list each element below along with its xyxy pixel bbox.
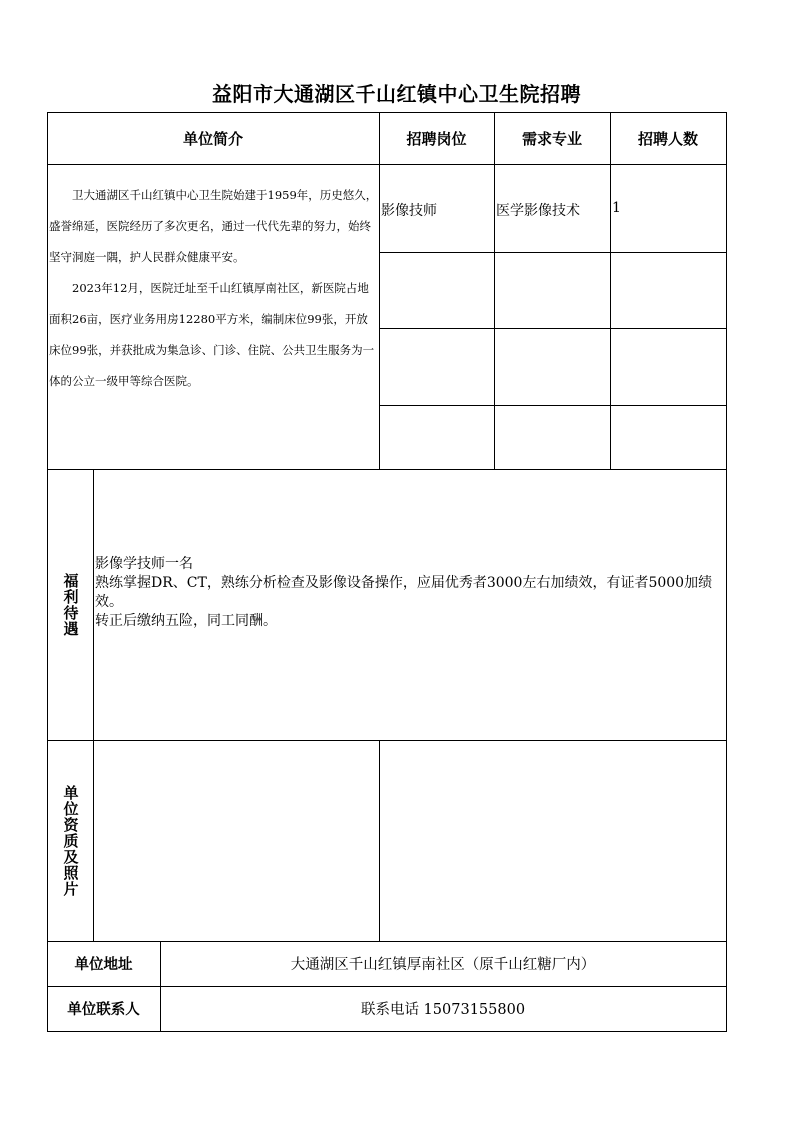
header-intro: 单位简介: [182, 129, 243, 148]
qualification-photo-area: [94, 741, 379, 940]
page-title: 益阳市大通湖区千山红镇中心卫生院招聘: [212, 82, 581, 106]
intro-paragraph: 卫大通湖区千山红镇中心卫生院始建于1959年，历史悠久，盛誉绵延，医院经历了多次更名，通过一代代先辈的努力，始终坚守洞庭一隅，护人民群众健康平安。: [49, 188, 378, 264]
header-count: 招聘人数: [637, 129, 698, 148]
address-label: 单位地址: [74, 957, 133, 973]
header-major: 需求专业: [521, 129, 582, 148]
benefits-line: 影像学技师一名: [95, 556, 193, 572]
benefits-label-cell: [47, 469, 93, 740]
intro-paragraph: 2023年12月，医院迁址至千山红镇厚南社区，新医院占地面积26亩，医疗业务用房12280平方米，编制床位99张，开放床位99张，并获批成为集急诊、门诊、住院、公共卫生服务为一体的公立一级甲等综合医院。: [49, 281, 375, 388]
contact-value: 联系电话 15073155800: [360, 1002, 526, 1018]
qualification-photo-area: [380, 741, 726, 940]
unit-intro: [49, 180, 378, 397]
job-position: 影像技师: [381, 203, 437, 219]
benefits-line: 转正后缴纳五险，同工同酬。: [95, 613, 277, 629]
benefits-line: 熟练掌握DR、CT，熟练分析检查及影像设备操作，应届优秀者3000左右加绩效，有证者5000加绩效。: [95, 575, 713, 610]
qualification-label: 单位资质及照片: [61, 784, 80, 897]
benefits-content: [95, 555, 723, 631]
address-value: 大通湖区千山红镇厚南社区（原千山红糖厂内）: [290, 957, 596, 973]
contact-label: 单位联系人: [67, 1002, 140, 1018]
header-position: 招聘岗位: [406, 129, 467, 148]
job-major: 医学影像技术: [496, 203, 580, 219]
job-count: 1: [612, 200, 621, 216]
qualification-label-cell: [47, 740, 93, 941]
benefits-label: 福利待遇: [61, 572, 80, 637]
